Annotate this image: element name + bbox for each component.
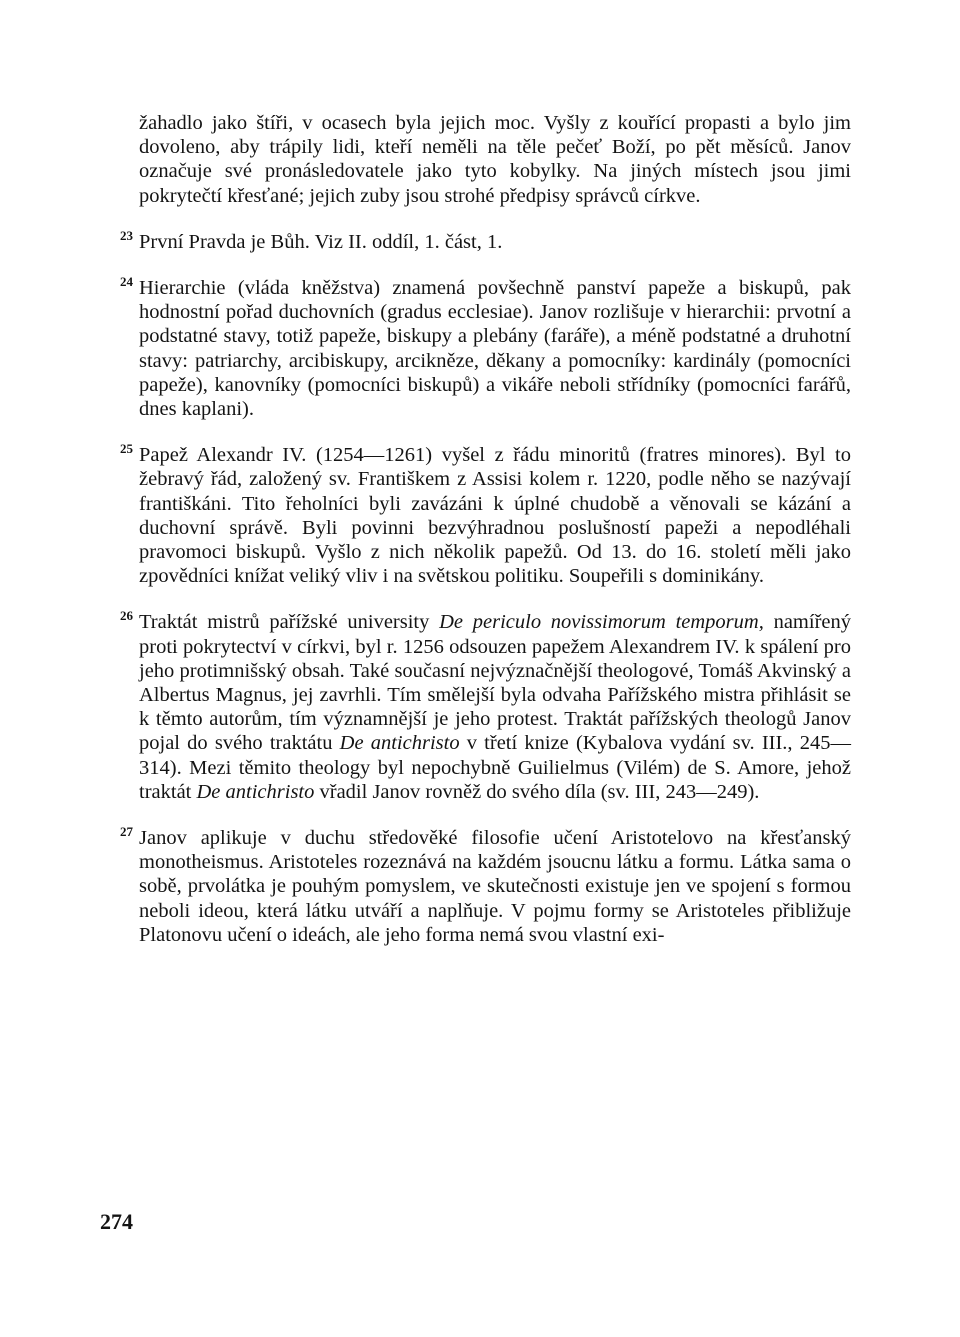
footnote (120, 824, 851, 947)
page-number: 274 (100, 1209, 133, 1234)
footnote-number: 23 (120, 227, 133, 243)
continuation-paragraph: žahadlo jako štíři, v ocasech byla jejich moc. Vyšly z kouřící propasti a bylo jim dovoleno, aby trápily lidi, kteří neměli na těle pečeť Boží, po pět měsíců. Janov označuje své pronásledovatele jako tyto kobylky. Na jiných místech jsou jimi pokrytečtí křesťané; jejich zuby jsou strohé předpisy správců církve. (139, 112, 851, 207)
footnote-text (139, 230, 851, 254)
footnote-text-segment: v třetí knize (Kybalova vydání sv. III., 245—314). Mezi těmito theology byl nepochybně Guilielmus (Vilém) de S. Amore, jehož traktát (139, 732, 851, 803)
footnote-text-segment: Papež Alexandr IV. (1254—1261) vyšel z řádu minoritů (fratres minores). Byl to žebravý řád, založený sv. Františkem z Assisi kolem r. 1220, podle něho se nazývají františkáni. Tito řeholníci byli zavázáni k úplné chudobě a věnovali se kázání a duchovní správě. Byli povinni bezvýhradnou poslušností papeži a nepodléhali pravomoci biskupů. Vyšlo z nich několik papežů. Od 13. do 16. století měli jako zpovědníci knížat veliký vliv i na světskou politiku. Soupeřili s dominikány. (139, 444, 851, 588)
footnote-number: 24 (120, 274, 133, 290)
footnote-number: 26 (120, 608, 133, 624)
footnote-text-segment: Hierarchie (vláda kněžstva) znamená povšechně panství papeže a biskupů, pak hodnostní pořad duchovních (gradus ecclesiae). Janov rozlišuje v hierarchii: prvotní a podstatné stavy, totiž papeže, biskupy a plebány (faráře), a méně podstatné a druhotní stavy: patriarchy, arcibiskupy, arcikněze, děkany a pomocníky: kardinály (pomocníci papeže), kanovníky (pomocníci biskupů) a vikáře neboli střídníky (pomocníci farářů, dnes kaplani). (139, 277, 851, 421)
footnote-text (139, 826, 851, 947)
footnote-text (139, 443, 851, 588)
footnote-text (139, 276, 851, 421)
italic-title: De antichristo (339, 732, 460, 755)
footnote-text-segment: namířený proti pokrytectví v církvi, byl r. 1256 odsouzen papežem Alexandrem IV. k spálení pro jeho protimnišský obsah. Také současní nejvýznačnější theologové, Tomáš Akvinský a Albertus Magnus, jej zavrhli. Tím smělejší byla odvaha Pařížského mistra přihlásit se k těmto autorům, tím významnější je jeho protest. Traktát pařížských theologů Janov pojal do svého traktátu (139, 611, 851, 755)
text-block (120, 111, 851, 969)
footnote-text-segment: Traktát mistrů pařížské university (139, 611, 440, 634)
footnotes-list (120, 227, 851, 947)
footnote-text (139, 610, 851, 804)
footnote-number: 27 (120, 824, 133, 840)
footnote (120, 274, 851, 421)
footnote (120, 227, 851, 254)
footnote-text-segment: První Pravda je Bůh. Viz II. oddíl, 1. část, 1. (139, 230, 503, 253)
footnote (120, 441, 851, 588)
italic-title: De antichristo (196, 780, 315, 803)
footnote-text-segment: Janov aplikuje v duchu středověké filosofie učení Aristotelovo na křesťanský monotheismus. Aristoteles rozeznává na každém jsoucnu látku a formu. Látka sama o sobě, prvolátka je pouhým pomyslem, ve skutečnosti existuje jen ve spojení s formou neboli ideou, která látku utváří a naplňuje. V pojmu formy se Aristoteles přibližuje Platonovu učení o ideách, ale jeho forma nemá svou vlastní exi- (139, 827, 851, 946)
footnote-text-segment: vřadil Janov rovněž do svého díla (sv. III, 243—249). (314, 780, 760, 803)
footnote-number: 25 (120, 441, 133, 457)
italic-title: De periculo novissimorum temporum, (439, 611, 764, 634)
footnote (120, 608, 851, 804)
